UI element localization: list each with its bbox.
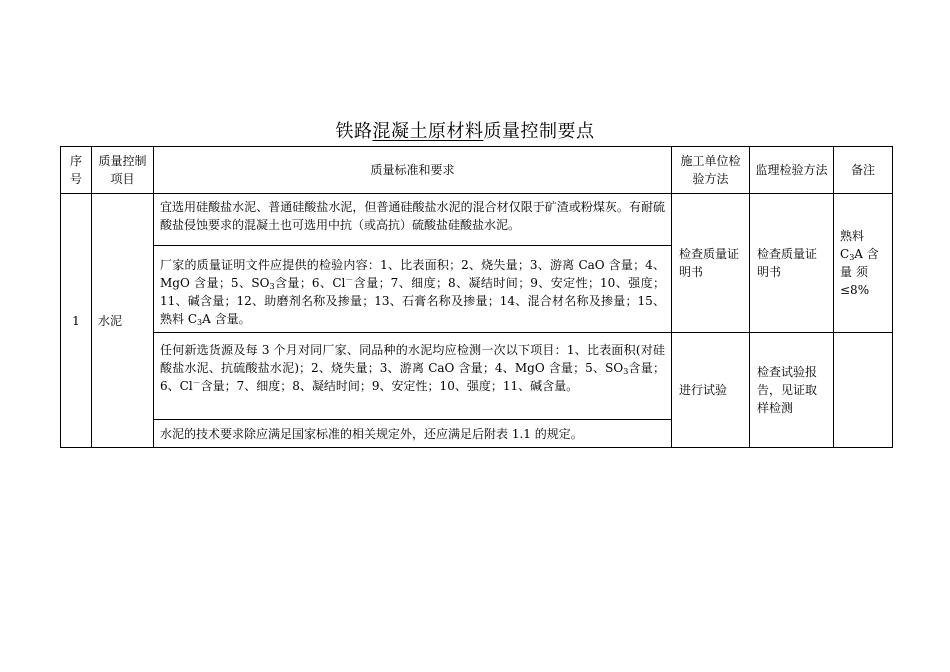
contractor-method-certificate: 检查质量证明书 (672, 194, 750, 333)
requirement-periodic-tests (154, 333, 672, 420)
header-remark: 备注 (834, 147, 893, 194)
table-row (61, 333, 893, 420)
remark-text: 熟料 C (840, 229, 865, 261)
control-item: 水泥 (92, 194, 154, 448)
title-part: 质量控制要点 (483, 121, 595, 142)
remark-text: A 含 量 须≤8% (840, 247, 879, 297)
text-segment: 含量；7、细度；8、凝结时间；9、安定性；10、强度；11、碱含量；12、助磨剂名称及掺量；13、石膏名称及掺量；14、混合材名称及掺量；15、熟料 C (160, 276, 665, 326)
header-item: 质量控制项目 (92, 147, 154, 194)
remark-empty (834, 333, 893, 448)
superscript: － (345, 275, 354, 284)
superscript: － (192, 378, 201, 387)
title-part: 铁路 (335, 121, 373, 142)
contractor-method-test: 进行试验 (672, 333, 750, 448)
page-title (0, 117, 930, 143)
supervisor-method-witness: 检查试验报告，见证取样检测 (750, 333, 834, 448)
header-no: 序号 (61, 147, 92, 194)
header-row (61, 147, 893, 194)
text-segment: A 含量。 (202, 312, 251, 326)
requirement-technical: 水泥的技术要求除应满足国家标准的相关规定外，还应满足后附表 1.1 的规定。 (154, 420, 672, 448)
row-number: 1 (61, 194, 92, 448)
requirement-certificate-items (154, 246, 672, 333)
supervisor-method-certificate: 检查质量证明书 (750, 194, 834, 333)
requirement-cement-type: 宜选用硅酸盐水泥、普通硅酸盐水泥，但普通硅酸盐水泥的混合材仅限于矿渣或粉煤灰。有耐硫酸盐侵蚀要求的混凝土也可选用中抗（或高抗）硫酸盐硅酸盐水泥。 (154, 194, 672, 246)
header-contractor-method: 施工单位检验方法 (672, 147, 750, 194)
text-segment: 含量；7、细度；8、凝结时间；9、安定性；10、强度；11、碱含量。 (200, 379, 579, 393)
subscript: 3 (269, 282, 275, 291)
header-standard: 质量标准和要求 (154, 147, 672, 194)
remark-clinker (834, 194, 893, 333)
subscript: 3 (849, 253, 855, 262)
quality-control-table (60, 146, 893, 448)
title-underlined: 混凝土原材料 (372, 121, 484, 142)
text-segment: 含量；6、Cl (274, 276, 346, 290)
text-segment: 厂家的质量证明文件应提供的检验内容：1、比表面积；2、烧失量；3、游离 CaO 含量；4、MgO 含量；5、SO (160, 258, 665, 290)
text-segment: 含量；6、Cl (160, 361, 665, 393)
subscript: 3 (623, 367, 629, 376)
text-segment: 任何新选货源及每 3 个月对同厂家、同品种的水泥均应检测一次以下项目：1、比表面积(对硅酸盐水泥、抗硫酸盐水泥)；2、烧失量；3、游离 CaO 含量；4、MgO 含量；5、SO (160, 343, 665, 375)
header-supervisor-method: 监理检验方法 (750, 147, 834, 194)
table-row (61, 194, 893, 246)
subscript: 3 (197, 318, 203, 327)
